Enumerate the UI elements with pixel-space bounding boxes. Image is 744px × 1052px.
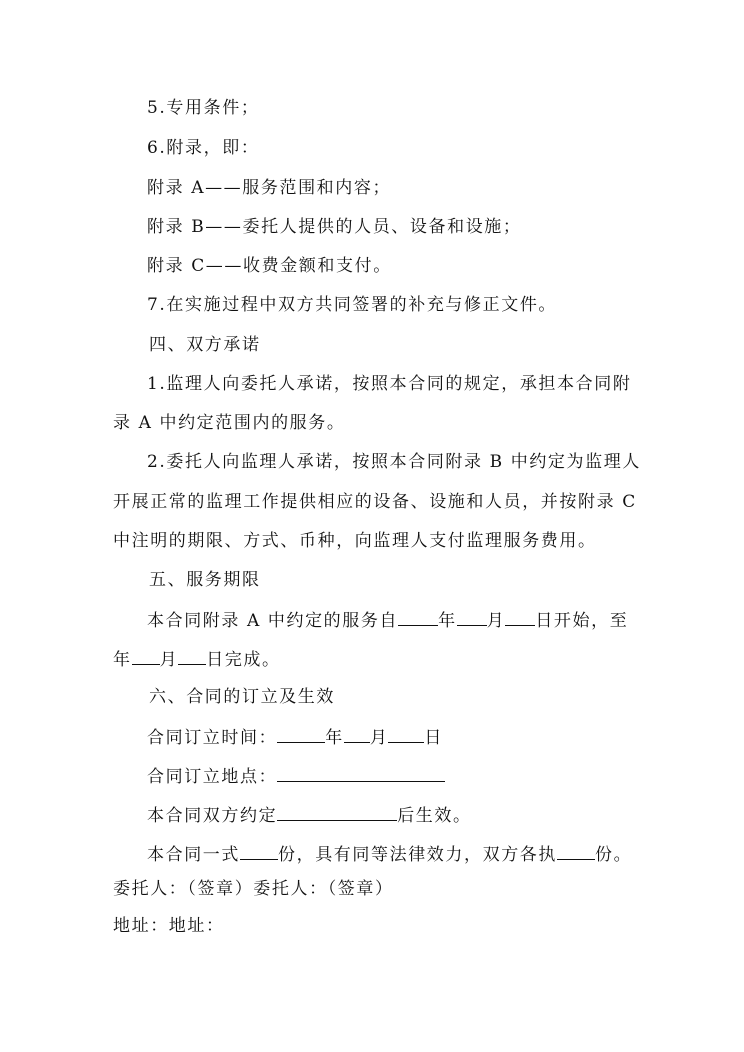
item-6-appendix: 6.附录，即： — [147, 138, 260, 158]
term-start-label: 本合同附录 A 中约定的服务自 — [147, 611, 399, 631]
sign-year-blank[interactable] — [277, 724, 325, 743]
sign-month-label: 月 — [369, 728, 389, 748]
address-line: 地址：地址： — [113, 916, 225, 936]
signature-line: 委托人：（签章）委托人：（签章） — [113, 879, 394, 899]
sign-time-line — [147, 724, 443, 750]
start-month-blank[interactable] — [457, 607, 487, 626]
section-4-title: 四、双方承诺 — [149, 335, 261, 355]
appendix-b: 附录 B——委托人提供的人员、设备和设施； — [147, 217, 522, 237]
section-5-title: 五、服务期限 — [149, 570, 261, 590]
start-month-label: 月 — [486, 611, 506, 631]
start-day-label: 日开始，至 — [535, 611, 629, 631]
sign-day-label: 日 — [424, 728, 444, 748]
sign-day-blank[interactable] — [388, 724, 424, 743]
service-term-line-2 — [113, 646, 281, 672]
promise-2-line-2: 开展正常的监理工作提供相应的设备、设施和人员，并按附录 C — [113, 492, 637, 512]
promise-2-line-3: 中注明的期限、方式、币种，向监理人支付监理服务费用。 — [113, 531, 597, 551]
sign-year-label: 年 — [325, 728, 344, 748]
start-year-label: 年 — [438, 611, 457, 631]
promise-2-line-1: 2.委托人向监理人承诺，按照本合同附录 B 中约定为监理人 — [147, 452, 641, 472]
copies-label-a: 本合同一式 — [147, 845, 240, 865]
end-day-label: 日完成。 — [206, 650, 281, 670]
start-year-blank[interactable] — [398, 607, 438, 626]
copies-line — [147, 841, 632, 867]
start-day-blank[interactable] — [505, 607, 535, 626]
total-copies-blank[interactable] — [240, 841, 278, 860]
sign-time-label: 合同订立时间： — [147, 728, 278, 748]
end-day-blank[interactable] — [178, 646, 206, 665]
agree-label: 本合同双方约定 — [147, 806, 278, 826]
copies-label-b: 份，具有同等法律效力，双方各执 — [278, 845, 557, 865]
appendix-a: 附录 A——服务范围和内容； — [147, 178, 392, 198]
promise-1-line-2: 录 A 中约定范围内的服务。 — [113, 413, 346, 433]
item-5-special-conditions: 5.专用条件； — [147, 98, 260, 118]
appendix-c: 附录 C——收费金额和支付。 — [147, 256, 392, 276]
end-month-label: 月 — [159, 650, 179, 670]
effective-label: 后生效。 — [397, 806, 472, 826]
effective-line — [147, 802, 472, 828]
service-term-line-1 — [147, 607, 628, 633]
section-6-title: 六、合同的订立及生效 — [149, 687, 335, 707]
effective-condition-blank[interactable] — [277, 802, 397, 821]
end-month-blank[interactable] — [132, 646, 160, 665]
item-7-supplements: 7.在实施过程中双方共同签署的补充与修正文件。 — [147, 295, 558, 315]
sign-month-blank[interactable] — [344, 724, 370, 743]
promise-1-line-1: 1.监理人向委托人承诺，按照本合同的规定，承担本合同附 — [147, 374, 632, 394]
each-copies-blank[interactable] — [557, 841, 595, 860]
sign-place-blank[interactable] — [277, 763, 445, 782]
copies-label-c: 份。 — [595, 845, 633, 865]
sign-place-label: 合同订立地点： — [147, 767, 278, 787]
sign-place-line — [147, 763, 445, 789]
end-year-label: 年 — [113, 650, 132, 670]
